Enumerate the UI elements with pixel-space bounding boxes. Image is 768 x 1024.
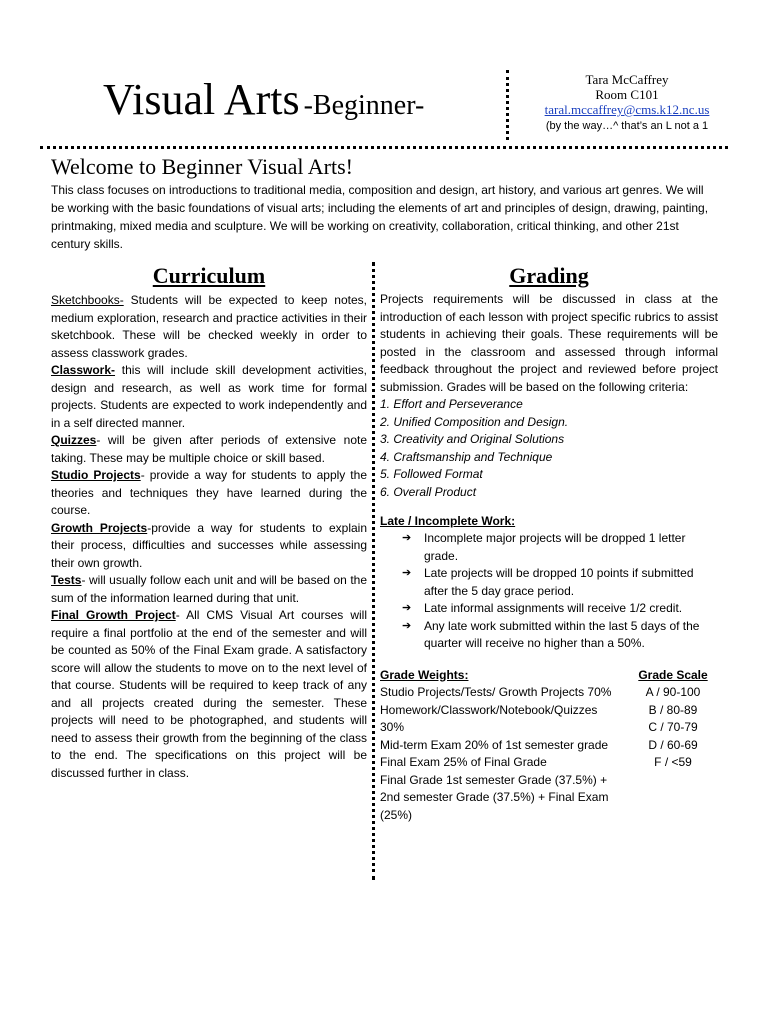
term-description: this will include skill development activities, design and research, as well as work time for formal projects. Students are expected to work independently and in a self directed manner.: [51, 363, 367, 430]
weight-item: Final Grade 1st semester Grade (37.5%) + 2nd semester Grade (37.5%) + Final Exam (25%): [380, 772, 609, 822]
late-work-text: Any late work submitted within the last 5 days of the quarter will receive no higher than a 50%.: [424, 618, 700, 650]
late-work-heading: Late / Incomplete Work:: [380, 514, 516, 528]
criteria-item: 5. Followed Format: [380, 467, 483, 481]
criteria-list: [380, 396, 718, 501]
weight-item: Homework/Classwork/Notebook/Quizzes 30%: [380, 702, 598, 734]
curriculum-item-classwork: [51, 362, 367, 432]
term-description: - will usually follow each unit and will be based on the sum of the information learned during that unit.: [51, 573, 367, 605]
term-label: Final Growth Project: [51, 608, 176, 622]
curriculum-item-sketchbooks: [51, 292, 367, 362]
arrow-bullet-icon: ➔: [402, 567, 412, 579]
scale-item: F / <59: [654, 755, 692, 769]
header-divider: [506, 70, 509, 140]
curriculum-item-tests: [51, 572, 367, 607]
late-work-text: Incomplete major projects will be dropped 1 letter grade.: [424, 531, 686, 563]
page-title: [103, 74, 424, 125]
scale-item: B / 80-89: [648, 702, 698, 717]
criteria-item: 6. Overall Product: [380, 484, 477, 499]
arrow-bullet-icon: ➔: [402, 619, 412, 632]
welcome-paragraph: This class focuses on introductions to traditional media, composition and design, art history, and various art genres. We will be working with the basic foundations of visual arts; including the elements of art and principles of design, drawing, painting, printmaking, mixed media and sculpture. We will be working on creativity, collaboration, critical thinking, and other 21st century skills.: [51, 183, 709, 251]
weight-item: Final Exam 25% of Final Grade: [380, 755, 547, 769]
grading-paragraph: Projects requirements will be discussed in class at the introduction of each lesson with project specific rubrics to assist students in achieving their goals. These requirements will be posted in the classroom and assessed through informal feedback throughout the project and reviewed before project submission. Grades will be based on the following criteria:: [380, 292, 718, 394]
term-description: Students will be expected to keep notes, medium exploration, research and practice activities in their sketchbook. These will be checked weekly in order to assess classwork grades.: [51, 293, 367, 360]
welcome-heading: Welcome to Beginner Visual Arts!: [51, 154, 353, 179]
term-description: - All CMS Visual Art courses will require a final portfolio at the end of the semester and will be counted as 50% of the Final Exam grade. A satisfactory score will allow the students to move on to the next level of that course. Students will be required to keep track of any and all projects created during the semester. These projects will need to be photographed, and students will need to assess their growth from the beginning of the class to the end. The specifications on this project will be discussed further in class.: [51, 608, 367, 780]
criteria-item: 4. Craftsmanship and Technique: [380, 449, 553, 464]
term-label: Growth Projects: [51, 520, 148, 535]
grading-heading: Grading: [509, 263, 589, 288]
curriculum-item-growth-projects: [51, 520, 367, 573]
grade-weights-heading: Grade Weights:: [380, 667, 469, 682]
late-work-item: [402, 565, 718, 600]
email-link[interactable]: taral.mccaffrey@cms.k12.nc.us: [544, 102, 710, 117]
term-description: - will be given after periods of extensive note taking. These may be multiple choice or skill based.: [51, 433, 367, 465]
term-label: Quizzes: [51, 433, 97, 447]
arrow-bullet-icon: ➔: [402, 532, 412, 544]
section-divider: [40, 146, 728, 149]
scale-item: D / 60-69: [648, 737, 698, 752]
column-divider: [372, 262, 375, 880]
criteria-item: 3. Creativity and Original Solutions: [380, 432, 565, 446]
teacher-name: Tara McCaffrey: [585, 72, 669, 87]
curriculum-item-studio-projects: [51, 467, 367, 520]
grade-weights: [380, 667, 612, 825]
term-label: Classwork-: [51, 363, 116, 377]
weight-item: Studio Projects/Tests/ Growth Projects 70%: [380, 685, 612, 699]
grade-scale-heading: Grade Scale: [638, 667, 708, 682]
grade-scale: [628, 667, 718, 772]
contact-block: [512, 72, 742, 134]
title-sub: -Beginner-: [303, 90, 425, 121]
term-label: Sketchbooks-: [51, 293, 124, 307]
scale-item: C / 70-79: [648, 720, 698, 734]
term-description: - provide a way for students to apply the theories and techniques they have learned during the course.: [51, 468, 367, 517]
arrow-bullet-icon: ➔: [402, 602, 412, 614]
curriculum-heading: Curriculum: [152, 263, 266, 288]
curriculum-column: [51, 262, 367, 782]
room-number: Room C101: [595, 87, 659, 102]
scale-item: A / 90-100: [645, 685, 701, 699]
email-note: (by the way…^ that’s an L not a 1: [545, 120, 709, 132]
grading-column: [380, 262, 718, 824]
curriculum-item-final-growth-project: [51, 607, 367, 782]
curriculum-item-quizzes: [51, 432, 367, 467]
weight-item: Mid-term Exam 20% of 1st semester grade: [380, 737, 609, 752]
criteria-item: 1. Effort and Perseverance: [380, 397, 523, 411]
late-work-text: Late informal assignments will receive 1/2 credit.: [424, 601, 683, 615]
late-work-text: Late projects will be dropped 10 points if submitted after the 5 day grace period.: [424, 566, 694, 598]
criteria-item: 2. Unified Composition and Design.: [380, 414, 569, 429]
grade-table: [380, 667, 718, 825]
term-label: Tests: [51, 573, 82, 587]
late-work-item: [402, 600, 718, 618]
late-work-list: [380, 530, 718, 653]
term-label: Studio Projects: [51, 468, 141, 482]
late-work-item: [402, 530, 718, 565]
term-description: -provide a way for students to explain their process, difficulties and successes while assessing their own growth.: [51, 520, 368, 570]
title-main: Visual Arts: [103, 75, 300, 124]
late-work-item: [402, 618, 718, 653]
